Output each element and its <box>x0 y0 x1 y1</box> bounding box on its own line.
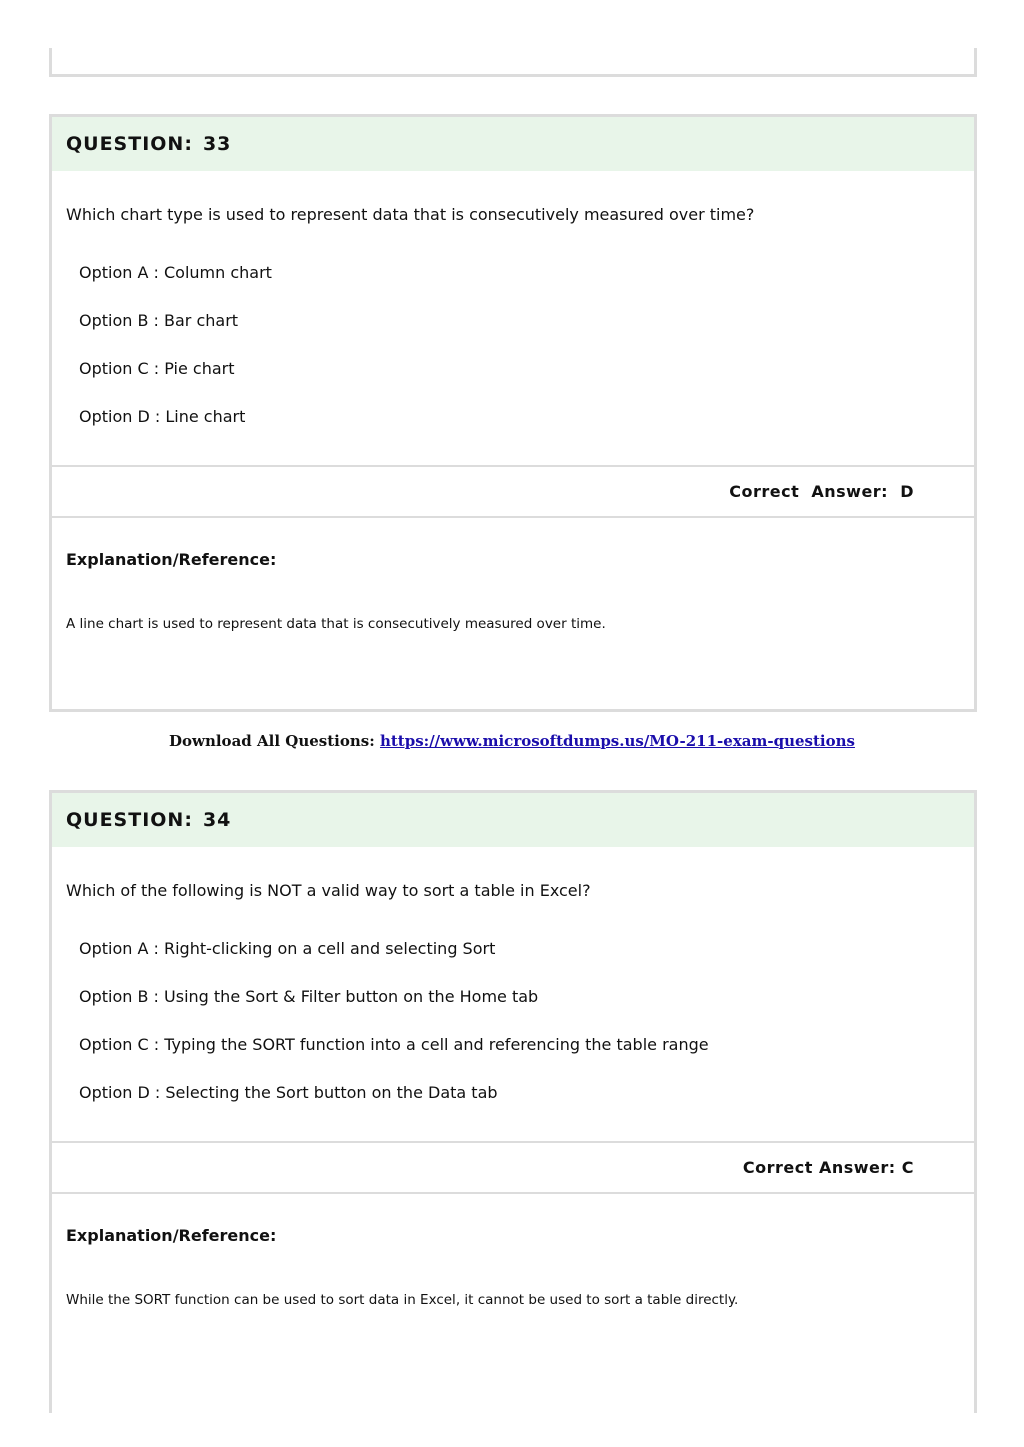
download-line <box>0 732 1024 750</box>
question-label: QUESTION: <box>66 809 193 831</box>
question-card-33 <box>49 114 977 712</box>
option-c: Option C : Typing the SORT function into a cell and referencing the table range <box>79 1035 709 1054</box>
question-label: QUESTION: <box>66 133 193 155</box>
option-c: Option C : Pie chart <box>79 359 235 378</box>
option-a: Option A : Column chart <box>79 263 272 282</box>
download-link[interactable]: https://www.microsoftdumps.us/MO-211-exam-questions <box>379 732 855 750</box>
options-list <box>52 245 974 441</box>
option-d: Option D : Line chart <box>79 407 246 426</box>
option-b: Option B : Using the Sort & Filter button on the Home tab <box>79 987 539 1006</box>
question-text: Which of the following is NOT a valid way to sort a table in Excel? <box>66 881 591 900</box>
download-label: Download All Questions: <box>169 732 375 750</box>
question-card-34 <box>49 790 977 1413</box>
question-text: Which chart type is used to represent data that is consecutively measured over time? <box>66 205 755 224</box>
question-number: 33 <box>202 133 232 155</box>
previous-question-box-end <box>49 48 977 77</box>
explanation-text: While the SORT function can be used to sort data in Excel, it cannot be used to sort a table directly. <box>66 1292 739 1308</box>
option-b: Option B : Bar chart <box>79 311 239 330</box>
option-a: Option A : Right-clicking on a cell and selecting Sort <box>79 939 496 958</box>
options-list <box>52 921 974 1117</box>
correct-answer: Correct Answer: D <box>729 482 914 501</box>
explanation-title: Explanation/Reference: <box>66 1226 277 1245</box>
question-number: 34 <box>202 809 232 831</box>
correct-answer: Correct Answer: C <box>742 1158 914 1177</box>
question-header <box>52 117 974 171</box>
question-header <box>52 793 974 847</box>
option-d: Option D : Selecting the Sort button on the Data tab <box>79 1083 498 1102</box>
explanation-title: Explanation/Reference: <box>66 550 277 569</box>
explanation-text: A line chart is used to represent data that is consecutively measured over time. <box>66 616 606 632</box>
